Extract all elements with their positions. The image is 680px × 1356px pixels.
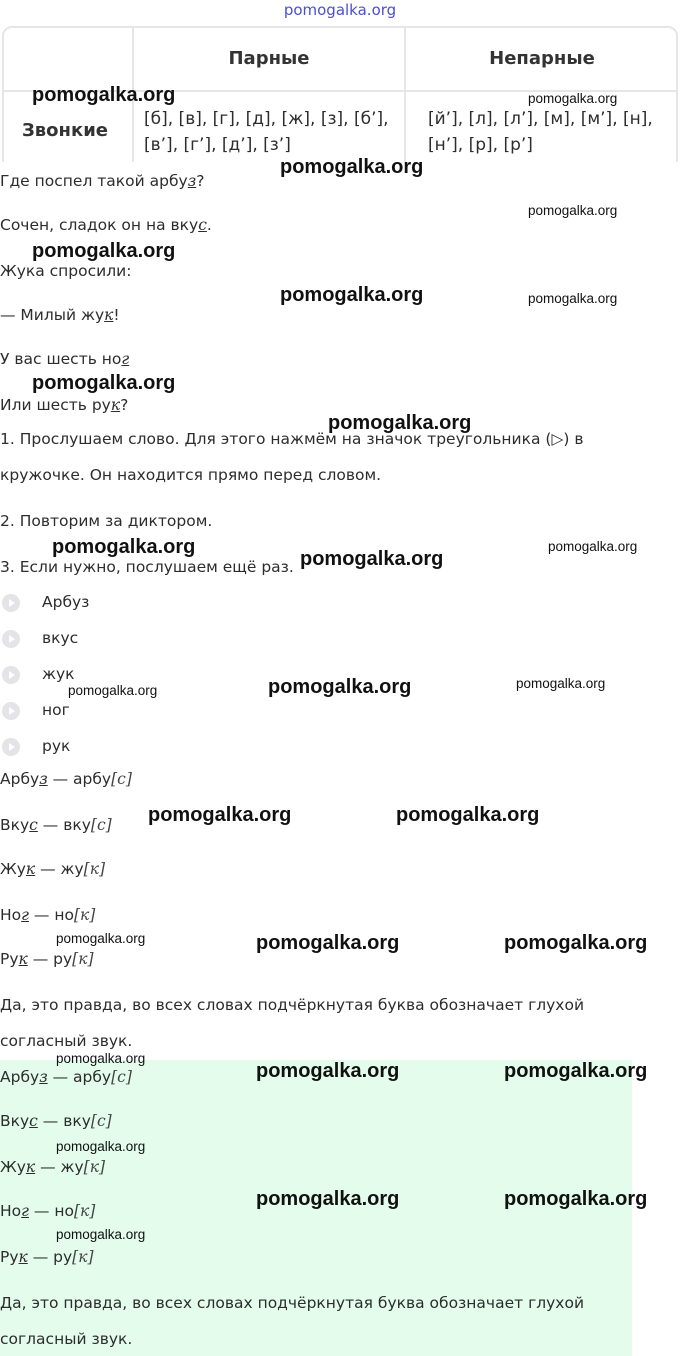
watermark: pomogalka.org — [528, 91, 618, 106]
pair-line: Рук — ру[к] — [0, 950, 94, 968]
pair-line: Арбуз — арбу[с] — [0, 770, 132, 788]
pair-line: Жук — жу[к] — [0, 860, 106, 878]
watermark: pomogalka.org — [328, 412, 472, 434]
watermark: pomogalka.org — [504, 932, 648, 954]
play-icon[interactable] — [2, 630, 20, 648]
instruction-1: 1. Прослушаем слово. Для этого нажмём на значок треугольника (▷) в — [0, 430, 584, 448]
watermark: pomogalka.org — [56, 1051, 146, 1066]
watermark: pomogalka.org — [528, 203, 618, 218]
answer-pair-line: Рук — ру[к] — [0, 1248, 94, 1266]
answer-pair-line: Арбуз — арбу[с] — [0, 1068, 132, 1086]
watermark: pomogalka.org — [280, 284, 424, 306]
conclusion: Да, это правда, во всех словах подчёркнутая буква обозначает глухой — [0, 996, 585, 1014]
unpaired-cell — [428, 106, 653, 158]
pair-line: Вкус — вку[с] — [0, 816, 112, 834]
watermark: pomogalka.org — [256, 1188, 400, 1210]
col-header-unpaired: Непарные — [489, 48, 595, 69]
audio-word: ног — [42, 701, 70, 719]
instruction-2: 2. Повторим за диктором. — [0, 512, 213, 530]
unpaired-line: [й’], [л], [л’], [м], [м’], [н], — [428, 109, 653, 129]
answer-conclusion-cont: согласный звук. — [0, 1330, 133, 1348]
poem-line: Сочен, сладок он на вкус. — [0, 216, 212, 234]
watermark: pomogalka.org — [52, 536, 196, 558]
watermark: pomogalka.org — [256, 932, 400, 954]
watermark: pomogalka.org — [56, 1227, 146, 1242]
instruction-3: 3. Если нужно, послушаем ещё раз. — [0, 558, 294, 576]
watermark: pomogalka.org — [32, 372, 176, 394]
watermark: pomogalka.org — [56, 1139, 146, 1154]
answer-pair-line: Вкус — вку[с] — [0, 1112, 112, 1130]
watermark: pomogalka.org — [32, 240, 176, 262]
audio-word: вкус — [42, 629, 79, 647]
paired-line: [в’], [г’], [д’], [з’] — [144, 135, 291, 155]
conclusion-cont: согласный звук. — [0, 1032, 133, 1050]
answer-pair-line: Ног — но[к] — [0, 1202, 96, 1220]
poem-line: Или шесть рук? — [0, 396, 129, 414]
poem-line: У вас шесть ног — [0, 350, 130, 368]
watermark: pomogalka.org — [516, 676, 606, 691]
watermark: pomogalka.org — [528, 291, 618, 306]
col-header-paired: Парные — [228, 48, 310, 69]
row-label-voiced: Звонкие — [22, 120, 109, 141]
watermark: pomogalka.org — [504, 1060, 648, 1082]
watermark: pomogalka.org — [548, 539, 638, 554]
watermark: pomogalka.org — [396, 804, 540, 826]
top-watermark: pomogalka.org — [283, 1, 397, 19]
play-icon[interactable] — [2, 666, 20, 684]
poem-line: — Милый жук! — [0, 306, 120, 324]
watermark: pomogalka.org — [300, 548, 444, 570]
poem-line: Где поспел такой арбуз? — [0, 172, 205, 190]
audio-word: рук — [42, 737, 71, 755]
pair-line: Ног — но[к] — [0, 906, 96, 924]
paired-cell — [144, 106, 389, 158]
watermark: pomogalka.org — [256, 1060, 400, 1082]
play-icon[interactable] — [2, 738, 20, 756]
instruction-1-cont: кружочке. Он находится прямо перед словом. — [0, 466, 382, 484]
watermark: pomogalka.org — [504, 1188, 648, 1210]
watermark: pomogalka.org — [32, 84, 176, 106]
poem-line: Жука спросили: — [0, 262, 132, 280]
play-icon[interactable] — [2, 594, 20, 612]
watermark: pomogalka.org — [56, 931, 146, 946]
audio-word: Арбуз — [42, 593, 90, 611]
watermark: pomogalka.org — [268, 676, 412, 698]
unpaired-line: [н’], [р], [р’] — [428, 135, 533, 155]
answer-pair-line: Жук — жу[к] — [0, 1158, 106, 1176]
play-icon[interactable] — [2, 702, 20, 720]
paired-line: [б], [в], [г], [д], [ж], [з], [б’], — [144, 109, 389, 129]
watermark: pomogalka.org — [280, 156, 424, 178]
watermark: pomogalka.org — [68, 683, 158, 698]
audio-word: жук — [42, 665, 75, 683]
watermark: pomogalka.org — [148, 804, 292, 826]
answer-conclusion: Да, это правда, во всех словах подчёркнутая буква обозначает глухой — [0, 1294, 585, 1312]
